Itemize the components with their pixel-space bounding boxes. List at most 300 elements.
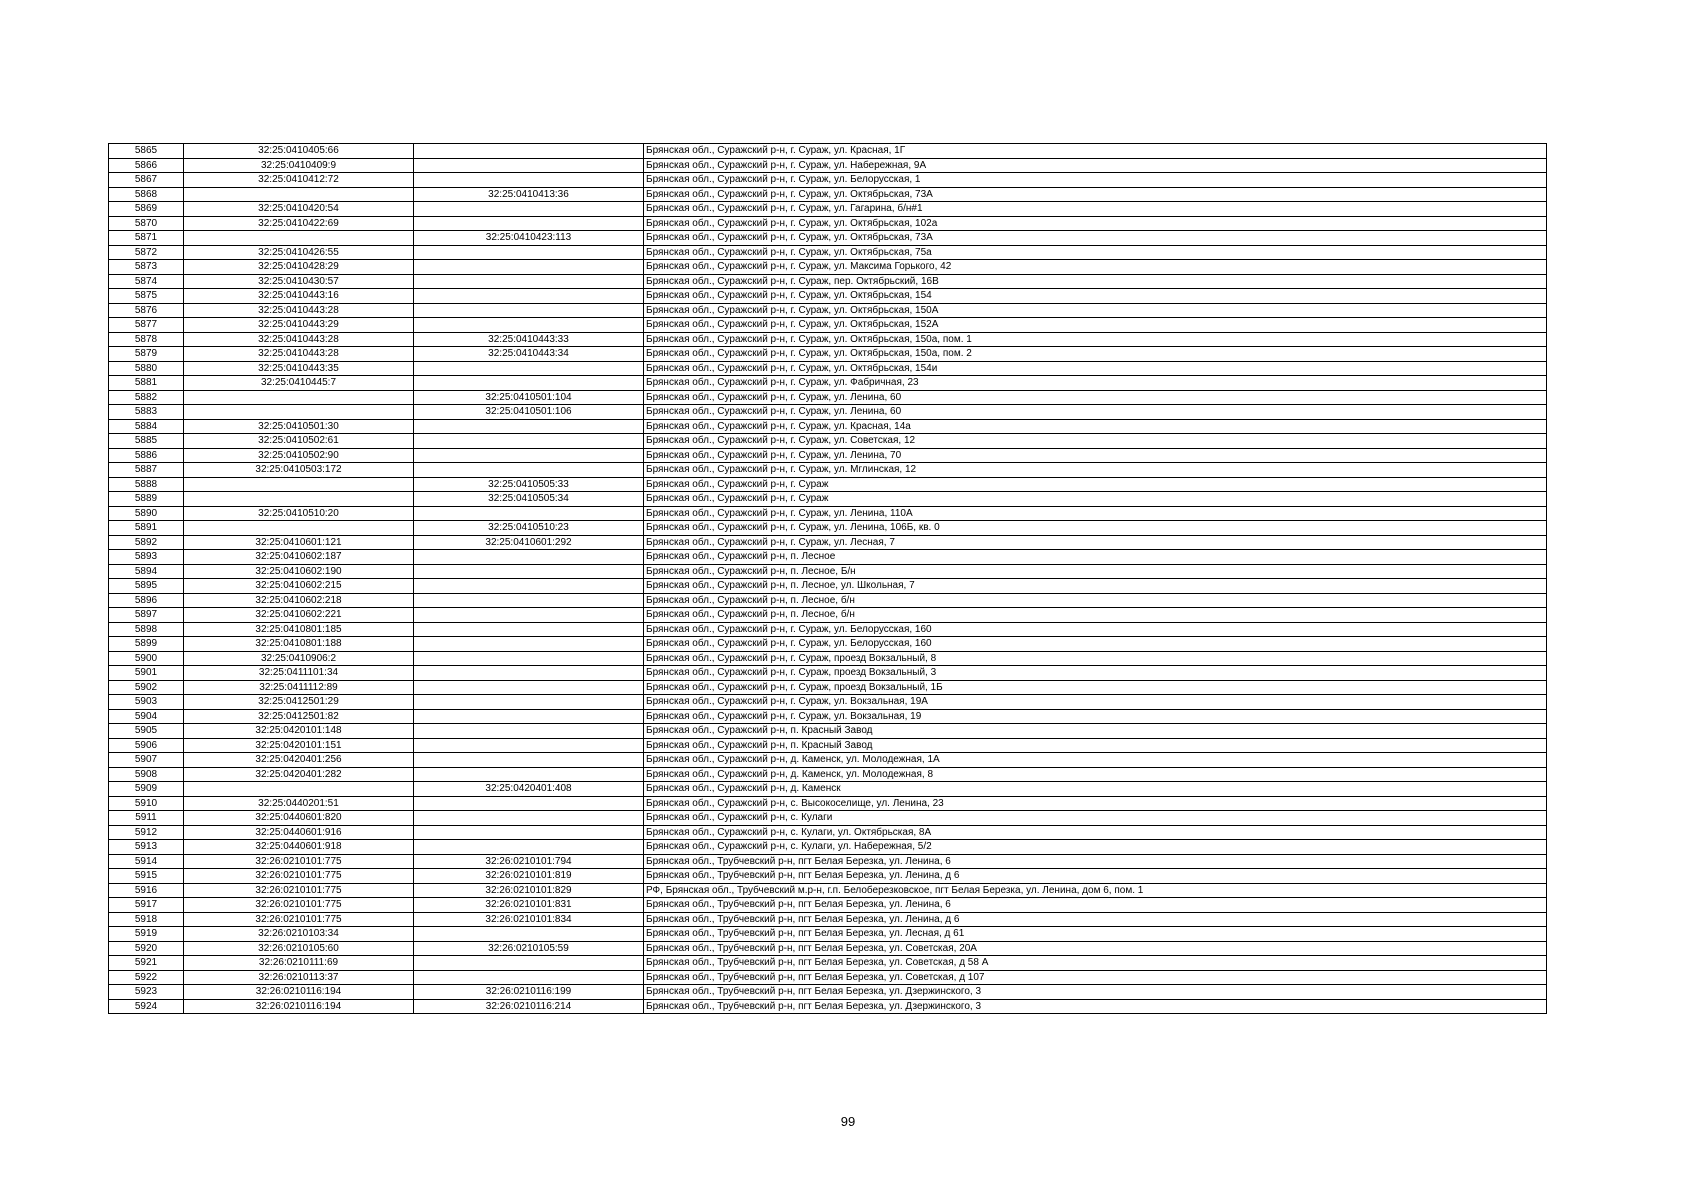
related-cadastral-number-cell: 32:25:0410510:23 bbox=[414, 521, 644, 536]
cadastral-number-cell: 32:25:0410502:90 bbox=[184, 448, 414, 463]
table-row bbox=[109, 173, 1547, 188]
row-number-cell: 5868 bbox=[109, 187, 184, 202]
cadastral-number-cell: 32:26:0210101:775 bbox=[184, 869, 414, 884]
address-cell: Брянская обл., Суражский р-н, г. Сураж, ул. Красная, 14а bbox=[644, 419, 1547, 434]
cadastral-number-cell: 32:25:0410510:20 bbox=[184, 506, 414, 521]
cadastral-number-cell: 32:25:0412501:29 bbox=[184, 695, 414, 710]
cadastral-number-cell: 32:26:0210101:775 bbox=[184, 898, 414, 913]
related-cadastral-number-cell bbox=[414, 245, 644, 260]
address-cell: Брянская обл., Суражский р-н, г. Сураж bbox=[644, 477, 1547, 492]
address-cell: Брянская обл., Трубчевский р-н, пгт Белая Березка, ул. Дзержинского, 3 bbox=[644, 999, 1547, 1014]
address-cell: Брянская обл., Суражский р-н, г. Сураж, ул. Октябрьская, 154 bbox=[644, 289, 1547, 304]
cadastral-number-cell: 32:26:0210116:194 bbox=[184, 985, 414, 1000]
related-cadastral-number-cell bbox=[414, 361, 644, 376]
cadastral-number-cell: 32:25:0411101:34 bbox=[184, 666, 414, 681]
table-row bbox=[109, 956, 1547, 971]
address-cell: Брянская обл., Суражский р-н, г. Сураж, ул. Октябрьская, 150а, пом. 1 bbox=[644, 332, 1547, 347]
related-cadastral-number-cell bbox=[414, 840, 644, 855]
table-row bbox=[109, 724, 1547, 739]
address-cell: Брянская обл., Суражский р-н, г. Сураж, ул. Октябрьская, 152А bbox=[644, 318, 1547, 333]
related-cadastral-number-cell bbox=[414, 173, 644, 188]
row-number-cell: 5882 bbox=[109, 390, 184, 405]
related-cadastral-number-cell bbox=[414, 970, 644, 985]
related-cadastral-number-cell bbox=[414, 709, 644, 724]
row-number-cell: 5884 bbox=[109, 419, 184, 434]
table-row bbox=[109, 216, 1547, 231]
row-number-cell: 5907 bbox=[109, 753, 184, 768]
row-number-cell: 5915 bbox=[109, 869, 184, 884]
table-row bbox=[109, 434, 1547, 449]
related-cadastral-number-cell: 32:26:0210101:831 bbox=[414, 898, 644, 913]
related-cadastral-number-cell bbox=[414, 956, 644, 971]
cadastral-number-cell: 32:25:0410430:57 bbox=[184, 274, 414, 289]
address-cell: Брянская обл., Суражский р-н, п. Лесное bbox=[644, 550, 1547, 565]
table-row bbox=[109, 303, 1547, 318]
table-row bbox=[109, 666, 1547, 681]
address-cell: Брянская обл., Суражский р-н, г. Сураж, ул. Советская, 12 bbox=[644, 434, 1547, 449]
table-row bbox=[109, 883, 1547, 898]
cadastral-number-cell bbox=[184, 782, 414, 797]
table-row bbox=[109, 477, 1547, 492]
related-cadastral-number-cell bbox=[414, 448, 644, 463]
cadastral-number-cell: 32:25:0410428:29 bbox=[184, 260, 414, 275]
address-cell: Брянская обл., Суражский р-н, г. Сураж, ул. Ленина, 70 bbox=[644, 448, 1547, 463]
cadastral-number-cell: 32:25:0410443:28 bbox=[184, 303, 414, 318]
related-cadastral-number-cell: 32:25:0410413:36 bbox=[414, 187, 644, 202]
row-number-cell: 5899 bbox=[109, 637, 184, 652]
related-cadastral-number-cell bbox=[414, 260, 644, 275]
table-row bbox=[109, 245, 1547, 260]
row-number-cell: 5894 bbox=[109, 564, 184, 579]
row-number-cell: 5911 bbox=[109, 811, 184, 826]
related-cadastral-number-cell bbox=[414, 753, 644, 768]
related-cadastral-number-cell bbox=[414, 738, 644, 753]
cadastral-number-cell: 32:26:0210116:194 bbox=[184, 999, 414, 1014]
cadastral-number-cell: 32:25:0410443:28 bbox=[184, 332, 414, 347]
cadastral-number-cell: 32:25:0420101:148 bbox=[184, 724, 414, 739]
row-number-cell: 5876 bbox=[109, 303, 184, 318]
related-cadastral-number-cell bbox=[414, 724, 644, 739]
row-number-cell: 5875 bbox=[109, 289, 184, 304]
address-cell: Брянская обл., Суражский р-н, г. Сураж, ул. Октябрьская, 75а bbox=[644, 245, 1547, 260]
cadastral-number-cell: 32:26:0210111:69 bbox=[184, 956, 414, 971]
row-number-cell: 5922 bbox=[109, 970, 184, 985]
cadastral-number-cell: 32:25:0410502:61 bbox=[184, 434, 414, 449]
address-cell: Брянская обл., Суражский р-н, г. Сураж, ул. Гагарина, б/н#1 bbox=[644, 202, 1547, 217]
row-number-cell: 5886 bbox=[109, 448, 184, 463]
cadastral-number-cell: 32:26:0210113:37 bbox=[184, 970, 414, 985]
cadastral-number-cell bbox=[184, 405, 414, 420]
address-cell: Брянская обл., Суражский р-н, г. Сураж, ул. Вокзальная, 19 bbox=[644, 709, 1547, 724]
row-number-cell: 5880 bbox=[109, 361, 184, 376]
cadastral-number-cell: 32:25:0410443:29 bbox=[184, 318, 414, 333]
related-cadastral-number-cell bbox=[414, 318, 644, 333]
related-cadastral-number-cell: 32:26:0210116:199 bbox=[414, 985, 644, 1000]
row-number-cell: 5869 bbox=[109, 202, 184, 217]
cadastral-number-cell: 32:26:0210101:775 bbox=[184, 883, 414, 898]
cadastral-number-cell: 32:25:0412501:82 bbox=[184, 709, 414, 724]
table-row bbox=[109, 405, 1547, 420]
cadastral-number-cell bbox=[184, 187, 414, 202]
related-cadastral-number-cell bbox=[414, 158, 644, 173]
row-number-cell: 5924 bbox=[109, 999, 184, 1014]
address-cell: Брянская обл., Суражский р-н, д. Каменск, ул. Молодежная, 1А bbox=[644, 753, 1547, 768]
table-row bbox=[109, 144, 1547, 159]
cadastral-number-cell: 32:25:0410426:55 bbox=[184, 245, 414, 260]
table-row bbox=[109, 608, 1547, 623]
related-cadastral-number-cell: 32:25:0410443:33 bbox=[414, 332, 644, 347]
related-cadastral-number-cell: 32:26:0210105:59 bbox=[414, 941, 644, 956]
cadastral-number-cell: 32:25:0410443:35 bbox=[184, 361, 414, 376]
address-cell: Брянская обл., Суражский р-н, г. Сураж, ул. Октябрьская, 73А bbox=[644, 231, 1547, 246]
related-cadastral-number-cell bbox=[414, 506, 644, 521]
table-row bbox=[109, 347, 1547, 362]
table-row bbox=[109, 825, 1547, 840]
table-row bbox=[109, 637, 1547, 652]
address-cell: Брянская обл., Трубчевский р-н, пгт Белая Березка, ул. Советская, 20А bbox=[644, 941, 1547, 956]
row-number-cell: 5897 bbox=[109, 608, 184, 623]
table-row bbox=[109, 187, 1547, 202]
address-cell: Брянская обл., Суражский р-н, п. Лесное, Б/н bbox=[644, 564, 1547, 579]
row-number-cell: 5923 bbox=[109, 985, 184, 1000]
address-cell: Брянская обл., Суражский р-н, г. Сураж, проезд Вокзальный, 3 bbox=[644, 666, 1547, 681]
address-cell: Брянская обл., Суражский р-н, г. Сураж, ул. Ленина, 106Б, кв. 0 bbox=[644, 521, 1547, 536]
address-cell: Брянская обл., Трубчевский р-н, пгт Белая Березка, ул. Лесная, д 61 bbox=[644, 927, 1547, 942]
address-cell: Брянская обл., Трубчевский р-н, пгт Белая Березка, ул. Ленина, д 6 bbox=[644, 912, 1547, 927]
cadastral-number-cell: 32:26:0210103:34 bbox=[184, 927, 414, 942]
cadastral-number-cell: 32:25:0410602:215 bbox=[184, 579, 414, 594]
cadastral-number-cell: 32:25:0440601:820 bbox=[184, 811, 414, 826]
table-row bbox=[109, 680, 1547, 695]
address-cell: Брянская обл., Суражский р-н, г. Сураж, ул. Белорусская, 160 bbox=[644, 622, 1547, 637]
table-row bbox=[109, 999, 1547, 1014]
table-row bbox=[109, 869, 1547, 884]
address-cell: Брянская обл., Суражский р-н, г. Сураж, ул. Красная, 1Г bbox=[644, 144, 1547, 159]
cadastral-number-cell: 32:25:0410445:7 bbox=[184, 376, 414, 391]
row-number-cell: 5867 bbox=[109, 173, 184, 188]
related-cadastral-number-cell bbox=[414, 767, 644, 782]
address-cell: Брянская обл., Суражский р-н, г. Сураж, ул. Максима Горького, 42 bbox=[644, 260, 1547, 275]
row-number-cell: 5900 bbox=[109, 651, 184, 666]
row-number-cell: 5865 bbox=[109, 144, 184, 159]
related-cadastral-number-cell: 32:25:0410505:34 bbox=[414, 492, 644, 507]
table-row bbox=[109, 361, 1547, 376]
table-row bbox=[109, 840, 1547, 855]
table-row bbox=[109, 231, 1547, 246]
row-number-cell: 5908 bbox=[109, 767, 184, 782]
cadastral-number-cell: 32:25:0440201:51 bbox=[184, 796, 414, 811]
address-cell: Брянская обл., Суражский р-н, д. Каменск bbox=[644, 782, 1547, 797]
cadastral-number-cell: 32:25:0410601:121 bbox=[184, 535, 414, 550]
cadastral-number-cell: 32:26:0210101:775 bbox=[184, 912, 414, 927]
related-cadastral-number-cell bbox=[414, 419, 644, 434]
cadastral-number-cell: 32:25:0410501:30 bbox=[184, 419, 414, 434]
cadastral-number-cell: 32:25:0440601:916 bbox=[184, 825, 414, 840]
cadastral-number-cell bbox=[184, 477, 414, 492]
cadastral-number-cell: 32:25:0420101:151 bbox=[184, 738, 414, 753]
table-row bbox=[109, 985, 1547, 1000]
related-cadastral-number-cell bbox=[414, 608, 644, 623]
row-number-cell: 5914 bbox=[109, 854, 184, 869]
address-cell: Брянская обл., Суражский р-н, г. Сураж, ул. Набережная, 9А bbox=[644, 158, 1547, 173]
table-row bbox=[109, 390, 1547, 405]
cadastral-number-cell: 32:25:0410405:66 bbox=[184, 144, 414, 159]
row-number-cell: 5883 bbox=[109, 405, 184, 420]
address-cell: Брянская обл., Суражский р-н, с. Кулаги bbox=[644, 811, 1547, 826]
cadastral-number-cell bbox=[184, 231, 414, 246]
related-cadastral-number-cell bbox=[414, 216, 644, 231]
address-cell: РФ, Брянская обл., Трубчевский м.р-н, г.п. Белоберезковское, пгт Белая Березка, ул. Ленина, дом 6, пом. 1 bbox=[644, 883, 1547, 898]
cadastral-number-cell: 32:25:0410801:188 bbox=[184, 637, 414, 652]
row-number-cell: 5920 bbox=[109, 941, 184, 956]
cadastral-number-cell: 32:25:0410503:172 bbox=[184, 463, 414, 478]
related-cadastral-number-cell: 32:25:0420401:408 bbox=[414, 782, 644, 797]
table-row bbox=[109, 695, 1547, 710]
table-row bbox=[109, 202, 1547, 217]
related-cadastral-number-cell bbox=[414, 593, 644, 608]
table-row bbox=[109, 332, 1547, 347]
related-cadastral-number-cell bbox=[414, 202, 644, 217]
row-number-cell: 5905 bbox=[109, 724, 184, 739]
row-number-cell: 5892 bbox=[109, 535, 184, 550]
table-row bbox=[109, 492, 1547, 507]
row-number-cell: 5893 bbox=[109, 550, 184, 565]
address-cell: Брянская обл., Суражский р-н, г. Сураж, проезд Вокзальный, 8 bbox=[644, 651, 1547, 666]
table-body bbox=[109, 144, 1547, 1014]
related-cadastral-number-cell bbox=[414, 666, 644, 681]
cadastral-number-cell bbox=[184, 492, 414, 507]
table-row bbox=[109, 593, 1547, 608]
row-number-cell: 5904 bbox=[109, 709, 184, 724]
address-cell: Брянская обл., Суражский р-н, г. Сураж bbox=[644, 492, 1547, 507]
row-number-cell: 5873 bbox=[109, 260, 184, 275]
related-cadastral-number-cell: 32:25:0410443:34 bbox=[414, 347, 644, 362]
row-number-cell: 5913 bbox=[109, 840, 184, 855]
address-cell: Брянская обл., Суражский р-н, с. Кулаги, ул. Набережная, 5/2 bbox=[644, 840, 1547, 855]
address-cell: Брянская обл., Суражский р-н, г. Сураж, пер. Октябрьский, 16В bbox=[644, 274, 1547, 289]
table-row bbox=[109, 506, 1547, 521]
address-cell: Брянская обл., Суражский р-н, д. Каменск, ул. Молодежная, 8 bbox=[644, 767, 1547, 782]
address-cell: Брянская обл., Суражский р-н, г. Сураж, ул. Октябрьская, 154и bbox=[644, 361, 1547, 376]
table-row bbox=[109, 419, 1547, 434]
row-number-cell: 5917 bbox=[109, 898, 184, 913]
related-cadastral-number-cell bbox=[414, 680, 644, 695]
table-row bbox=[109, 448, 1547, 463]
row-number-cell: 5889 bbox=[109, 492, 184, 507]
cadastral-number-cell: 32:25:0410906:2 bbox=[184, 651, 414, 666]
related-cadastral-number-cell bbox=[414, 463, 644, 478]
row-number-cell: 5871 bbox=[109, 231, 184, 246]
cadastral-number-cell: 32:26:0210101:775 bbox=[184, 854, 414, 869]
property-table bbox=[108, 143, 1547, 1014]
cadastral-number-cell: 32:25:0440601:918 bbox=[184, 840, 414, 855]
related-cadastral-number-cell bbox=[414, 550, 644, 565]
row-number-cell: 5895 bbox=[109, 579, 184, 594]
related-cadastral-number-cell: 32:25:0410601:292 bbox=[414, 535, 644, 550]
address-cell: Брянская обл., Суражский р-н, г. Сураж, ул. Октябрьская, 73А bbox=[644, 187, 1547, 202]
related-cadastral-number-cell bbox=[414, 303, 644, 318]
row-number-cell: 5916 bbox=[109, 883, 184, 898]
related-cadastral-number-cell bbox=[414, 434, 644, 449]
table-row bbox=[109, 941, 1547, 956]
table-row bbox=[109, 535, 1547, 550]
row-number-cell: 5909 bbox=[109, 782, 184, 797]
row-number-cell: 5901 bbox=[109, 666, 184, 681]
cadastral-number-cell: 32:25:0410602:190 bbox=[184, 564, 414, 579]
table-row bbox=[109, 912, 1547, 927]
row-number-cell: 5881 bbox=[109, 376, 184, 391]
row-number-cell: 5866 bbox=[109, 158, 184, 173]
address-cell: Брянская обл., Суражский р-н, г. Сураж, ул. Октябрьская, 150А bbox=[644, 303, 1547, 318]
row-number-cell: 5910 bbox=[109, 796, 184, 811]
address-cell: Брянская обл., Суражский р-н, г. Сураж, ул. Фабричная, 23 bbox=[644, 376, 1547, 391]
address-cell: Брянская обл., Суражский р-н, г. Сураж, ул. Ленина, 60 bbox=[644, 405, 1547, 420]
address-cell: Брянская обл., Суражский р-н, с. Высокоселище, ул. Ленина, 23 bbox=[644, 796, 1547, 811]
address-cell: Брянская обл., Суражский р-н, г. Сураж, ул. Ленина, 110А bbox=[644, 506, 1547, 521]
related-cadastral-number-cell bbox=[414, 825, 644, 840]
table-row bbox=[109, 970, 1547, 985]
address-cell: Брянская обл., Суражский р-н, г. Сураж, ул. Лесная, 7 bbox=[644, 535, 1547, 550]
row-number-cell: 5903 bbox=[109, 695, 184, 710]
cadastral-number-cell: 32:25:0410409:9 bbox=[184, 158, 414, 173]
related-cadastral-number-cell bbox=[414, 695, 644, 710]
cadastral-number-cell: 32:25:0420401:256 bbox=[184, 753, 414, 768]
table-row bbox=[109, 622, 1547, 637]
table-row bbox=[109, 158, 1547, 173]
table-row bbox=[109, 260, 1547, 275]
related-cadastral-number-cell: 32:26:0210116:214 bbox=[414, 999, 644, 1014]
table-row bbox=[109, 651, 1547, 666]
row-number-cell: 5891 bbox=[109, 521, 184, 536]
table-row bbox=[109, 898, 1547, 913]
address-cell: Брянская обл., Трубчевский р-н, пгт Белая Березка, ул. Советская, д 107 bbox=[644, 970, 1547, 985]
address-cell: Брянская обл., Суражский р-н, г. Сураж, ул. Ленина, 60 bbox=[644, 390, 1547, 405]
row-number-cell: 5874 bbox=[109, 274, 184, 289]
address-cell: Брянская обл., Суражский р-н, г. Сураж, ул. Белорусская, 160 bbox=[644, 637, 1547, 652]
related-cadastral-number-cell bbox=[414, 564, 644, 579]
address-cell: Брянская обл., Суражский р-н, п. Красный Завод bbox=[644, 724, 1547, 739]
cadastral-number-cell: 32:25:0410422:69 bbox=[184, 216, 414, 231]
address-cell: Брянская обл., Суражский р-н, г. Сураж, ул. Октябрьская, 102а bbox=[644, 216, 1547, 231]
address-cell: Брянская обл., Трубчевский р-н, пгт Белая Березка, ул. Ленина, д 6 bbox=[644, 869, 1547, 884]
table-row bbox=[109, 753, 1547, 768]
related-cadastral-number-cell bbox=[414, 376, 644, 391]
related-cadastral-number-cell: 32:25:0410423:113 bbox=[414, 231, 644, 246]
address-cell: Брянская обл., Трубчевский р-н, пгт Белая Березка, ул. Советская, д 58 А bbox=[644, 956, 1547, 971]
related-cadastral-number-cell bbox=[414, 622, 644, 637]
related-cadastral-number-cell: 32:25:0410501:106 bbox=[414, 405, 644, 420]
related-cadastral-number-cell bbox=[414, 144, 644, 159]
related-cadastral-number-cell bbox=[414, 651, 644, 666]
address-cell: Брянская обл., Трубчевский р-н, пгт Белая Березка, ул. Ленина, 6 bbox=[644, 854, 1547, 869]
table-row bbox=[109, 782, 1547, 797]
row-number-cell: 5902 bbox=[109, 680, 184, 695]
row-number-cell: 5918 bbox=[109, 912, 184, 927]
address-cell: Брянская обл., Трубчевский р-н, пгт Белая Березка, ул. Ленина, 6 bbox=[644, 898, 1547, 913]
row-number-cell: 5879 bbox=[109, 347, 184, 362]
related-cadastral-number-cell: 32:26:0210101:794 bbox=[414, 854, 644, 869]
row-number-cell: 5921 bbox=[109, 956, 184, 971]
cadastral-number-cell bbox=[184, 521, 414, 536]
row-number-cell: 5870 bbox=[109, 216, 184, 231]
address-cell: Брянская обл., Суражский р-н, с. Кулаги, ул. Октябрьская, 8А bbox=[644, 825, 1547, 840]
cadastral-number-cell: 32:25:0410602:221 bbox=[184, 608, 414, 623]
related-cadastral-number-cell: 32:26:0210101:819 bbox=[414, 869, 644, 884]
cadastral-number-cell: 32:25:0410412:72 bbox=[184, 173, 414, 188]
table-row bbox=[109, 796, 1547, 811]
related-cadastral-number-cell bbox=[414, 579, 644, 594]
row-number-cell: 5919 bbox=[109, 927, 184, 942]
row-number-cell: 5887 bbox=[109, 463, 184, 478]
cadastral-number-cell: 32:25:0410801:185 bbox=[184, 622, 414, 637]
related-cadastral-number-cell bbox=[414, 274, 644, 289]
address-cell: Брянская обл., Суражский р-н, г. Сураж, проезд Вокзальный, 1Б bbox=[644, 680, 1547, 695]
cadastral-number-cell: 32:25:0410602:187 bbox=[184, 550, 414, 565]
row-number-cell: 5890 bbox=[109, 506, 184, 521]
row-number-cell: 5885 bbox=[109, 434, 184, 449]
cadastral-number-cell: 32:26:0210105:60 bbox=[184, 941, 414, 956]
cadastral-number-cell: 32:25:0410420:54 bbox=[184, 202, 414, 217]
row-number-cell: 5912 bbox=[109, 825, 184, 840]
cadastral-number-cell: 32:25:0420401:282 bbox=[184, 767, 414, 782]
address-cell: Брянская обл., Суражский р-н, п. Красный Завод bbox=[644, 738, 1547, 753]
address-cell: Брянская обл., Суражский р-н, г. Сураж, ул. Октябрьская, 150а, пом. 2 bbox=[644, 347, 1547, 362]
cadastral-number-cell: 32:25:0410602:218 bbox=[184, 593, 414, 608]
row-number-cell: 5872 bbox=[109, 245, 184, 260]
address-cell: Брянская обл., Суражский р-н, г. Сураж, ул. Мглинская, 12 bbox=[644, 463, 1547, 478]
row-number-cell: 5896 bbox=[109, 593, 184, 608]
related-cadastral-number-cell bbox=[414, 796, 644, 811]
related-cadastral-number-cell bbox=[414, 637, 644, 652]
table-row bbox=[109, 854, 1547, 869]
table-row bbox=[109, 289, 1547, 304]
table-row bbox=[109, 564, 1547, 579]
table-row bbox=[109, 709, 1547, 724]
table-row bbox=[109, 463, 1547, 478]
table-row bbox=[109, 318, 1547, 333]
related-cadastral-number-cell: 32:25:0410505:33 bbox=[414, 477, 644, 492]
page-number: 99 bbox=[840, 1114, 856, 1129]
table-row bbox=[109, 376, 1547, 391]
related-cadastral-number-cell bbox=[414, 927, 644, 942]
related-cadastral-number-cell: 32:25:0410501:104 bbox=[414, 390, 644, 405]
related-cadastral-number-cell bbox=[414, 811, 644, 826]
cadastral-number-cell bbox=[184, 390, 414, 405]
related-cadastral-number-cell: 32:26:0210101:829 bbox=[414, 883, 644, 898]
row-number-cell: 5878 bbox=[109, 332, 184, 347]
row-number-cell: 5898 bbox=[109, 622, 184, 637]
table-row bbox=[109, 811, 1547, 826]
cadastral-number-cell: 32:25:0410443:28 bbox=[184, 347, 414, 362]
address-cell: Брянская обл., Трубчевский р-н, пгт Белая Березка, ул. Дзержинского, 3 bbox=[644, 985, 1547, 1000]
table-row bbox=[109, 927, 1547, 942]
table-row bbox=[109, 579, 1547, 594]
table-row bbox=[109, 550, 1547, 565]
row-number-cell: 5877 bbox=[109, 318, 184, 333]
address-cell: Брянская обл., Суражский р-н, п. Лесное, б/н bbox=[644, 593, 1547, 608]
address-cell: Брянская обл., Суражский р-н, п. Лесное, ул. Школьная, 7 bbox=[644, 579, 1547, 594]
address-cell: Брянская обл., Суражский р-н, п. Лесное, б/н bbox=[644, 608, 1547, 623]
table-row bbox=[109, 274, 1547, 289]
row-number-cell: 5906 bbox=[109, 738, 184, 753]
related-cadastral-number-cell bbox=[414, 289, 644, 304]
address-cell: Брянская обл., Суражский р-н, г. Сураж, ул. Вокзальная, 19А bbox=[644, 695, 1547, 710]
cadastral-number-cell: 32:25:0411112:89 bbox=[184, 680, 414, 695]
table-row bbox=[109, 521, 1547, 536]
address-cell: Брянская обл., Суражский р-н, г. Сураж, ул. Белорусская, 1 bbox=[644, 173, 1547, 188]
row-number-cell: 5888 bbox=[109, 477, 184, 492]
table-row bbox=[109, 767, 1547, 782]
